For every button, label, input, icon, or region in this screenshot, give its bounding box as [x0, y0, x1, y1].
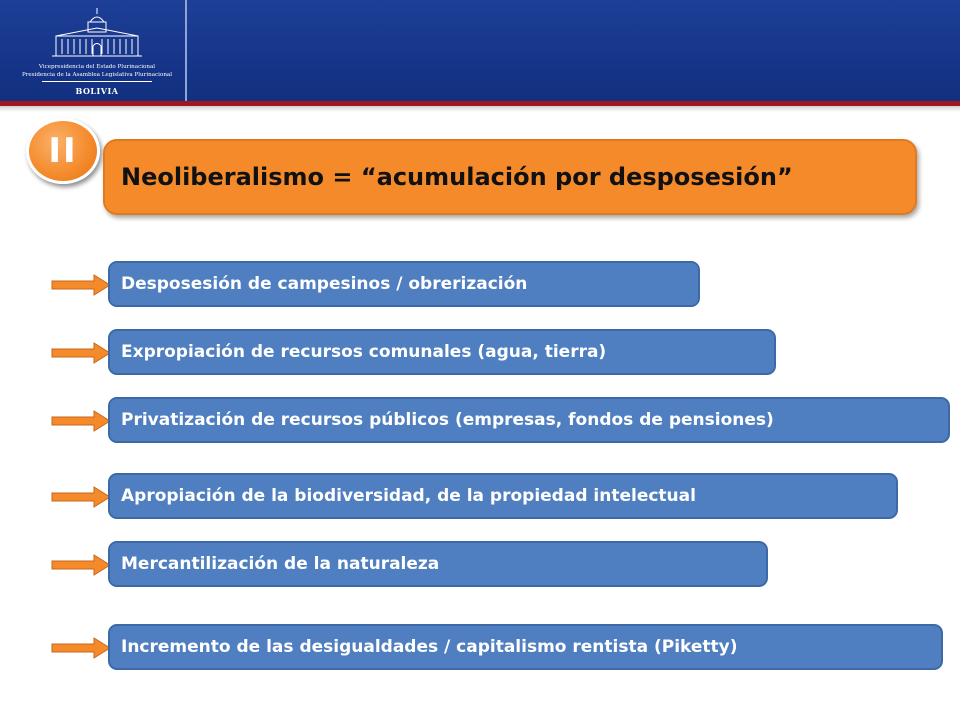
list-item-label: Privatización de recursos públicos (empresas, fondos de pensiones) [108, 397, 950, 443]
section-number-badge: II [26, 118, 100, 184]
emblem-country-name: BOLIVIA [75, 86, 119, 96]
list-item [0, 473, 960, 521]
building-emblem-icon [48, 6, 146, 60]
emblem-text-line-1: Vicepresidencia del Estado Plurinacional [38, 64, 156, 70]
arrow-right-icon [50, 341, 112, 365]
list-item-label: Incremento de las desigualdades / capitalismo rentista (Piketty) [108, 624, 943, 670]
list-item [0, 329, 960, 377]
header-banner [0, 0, 960, 101]
list-item [0, 261, 960, 309]
list-item-label: Expropiación de recursos comunales (agua, tierra) [108, 329, 776, 375]
list-item [0, 541, 960, 589]
list-item-label: Mercantilización de la naturaleza [108, 541, 768, 587]
list-item-label: Desposesión de campesinos / obrerización [108, 261, 700, 307]
emblem-divider [42, 81, 152, 82]
list-item [0, 624, 960, 672]
arrow-right-icon [50, 636, 112, 660]
arrow-right-icon [50, 409, 112, 433]
slide-title: Neoliberalismo = “acumulación por desposesión” [103, 139, 917, 215]
list-item [0, 397, 960, 445]
emblem-text-line-2: Presidencia de la Asamblea Legislativa Plurinacional [21, 72, 173, 78]
header-shadow [0, 106, 960, 112]
arrow-right-icon [50, 485, 112, 509]
list-item-label: Apropiación de la biodiversidad, de la propiedad intelectual [108, 473, 898, 519]
arrow-right-icon [50, 273, 112, 297]
institution-logo [12, 6, 182, 96]
header-divider [185, 0, 187, 101]
arrow-right-icon [50, 553, 112, 577]
